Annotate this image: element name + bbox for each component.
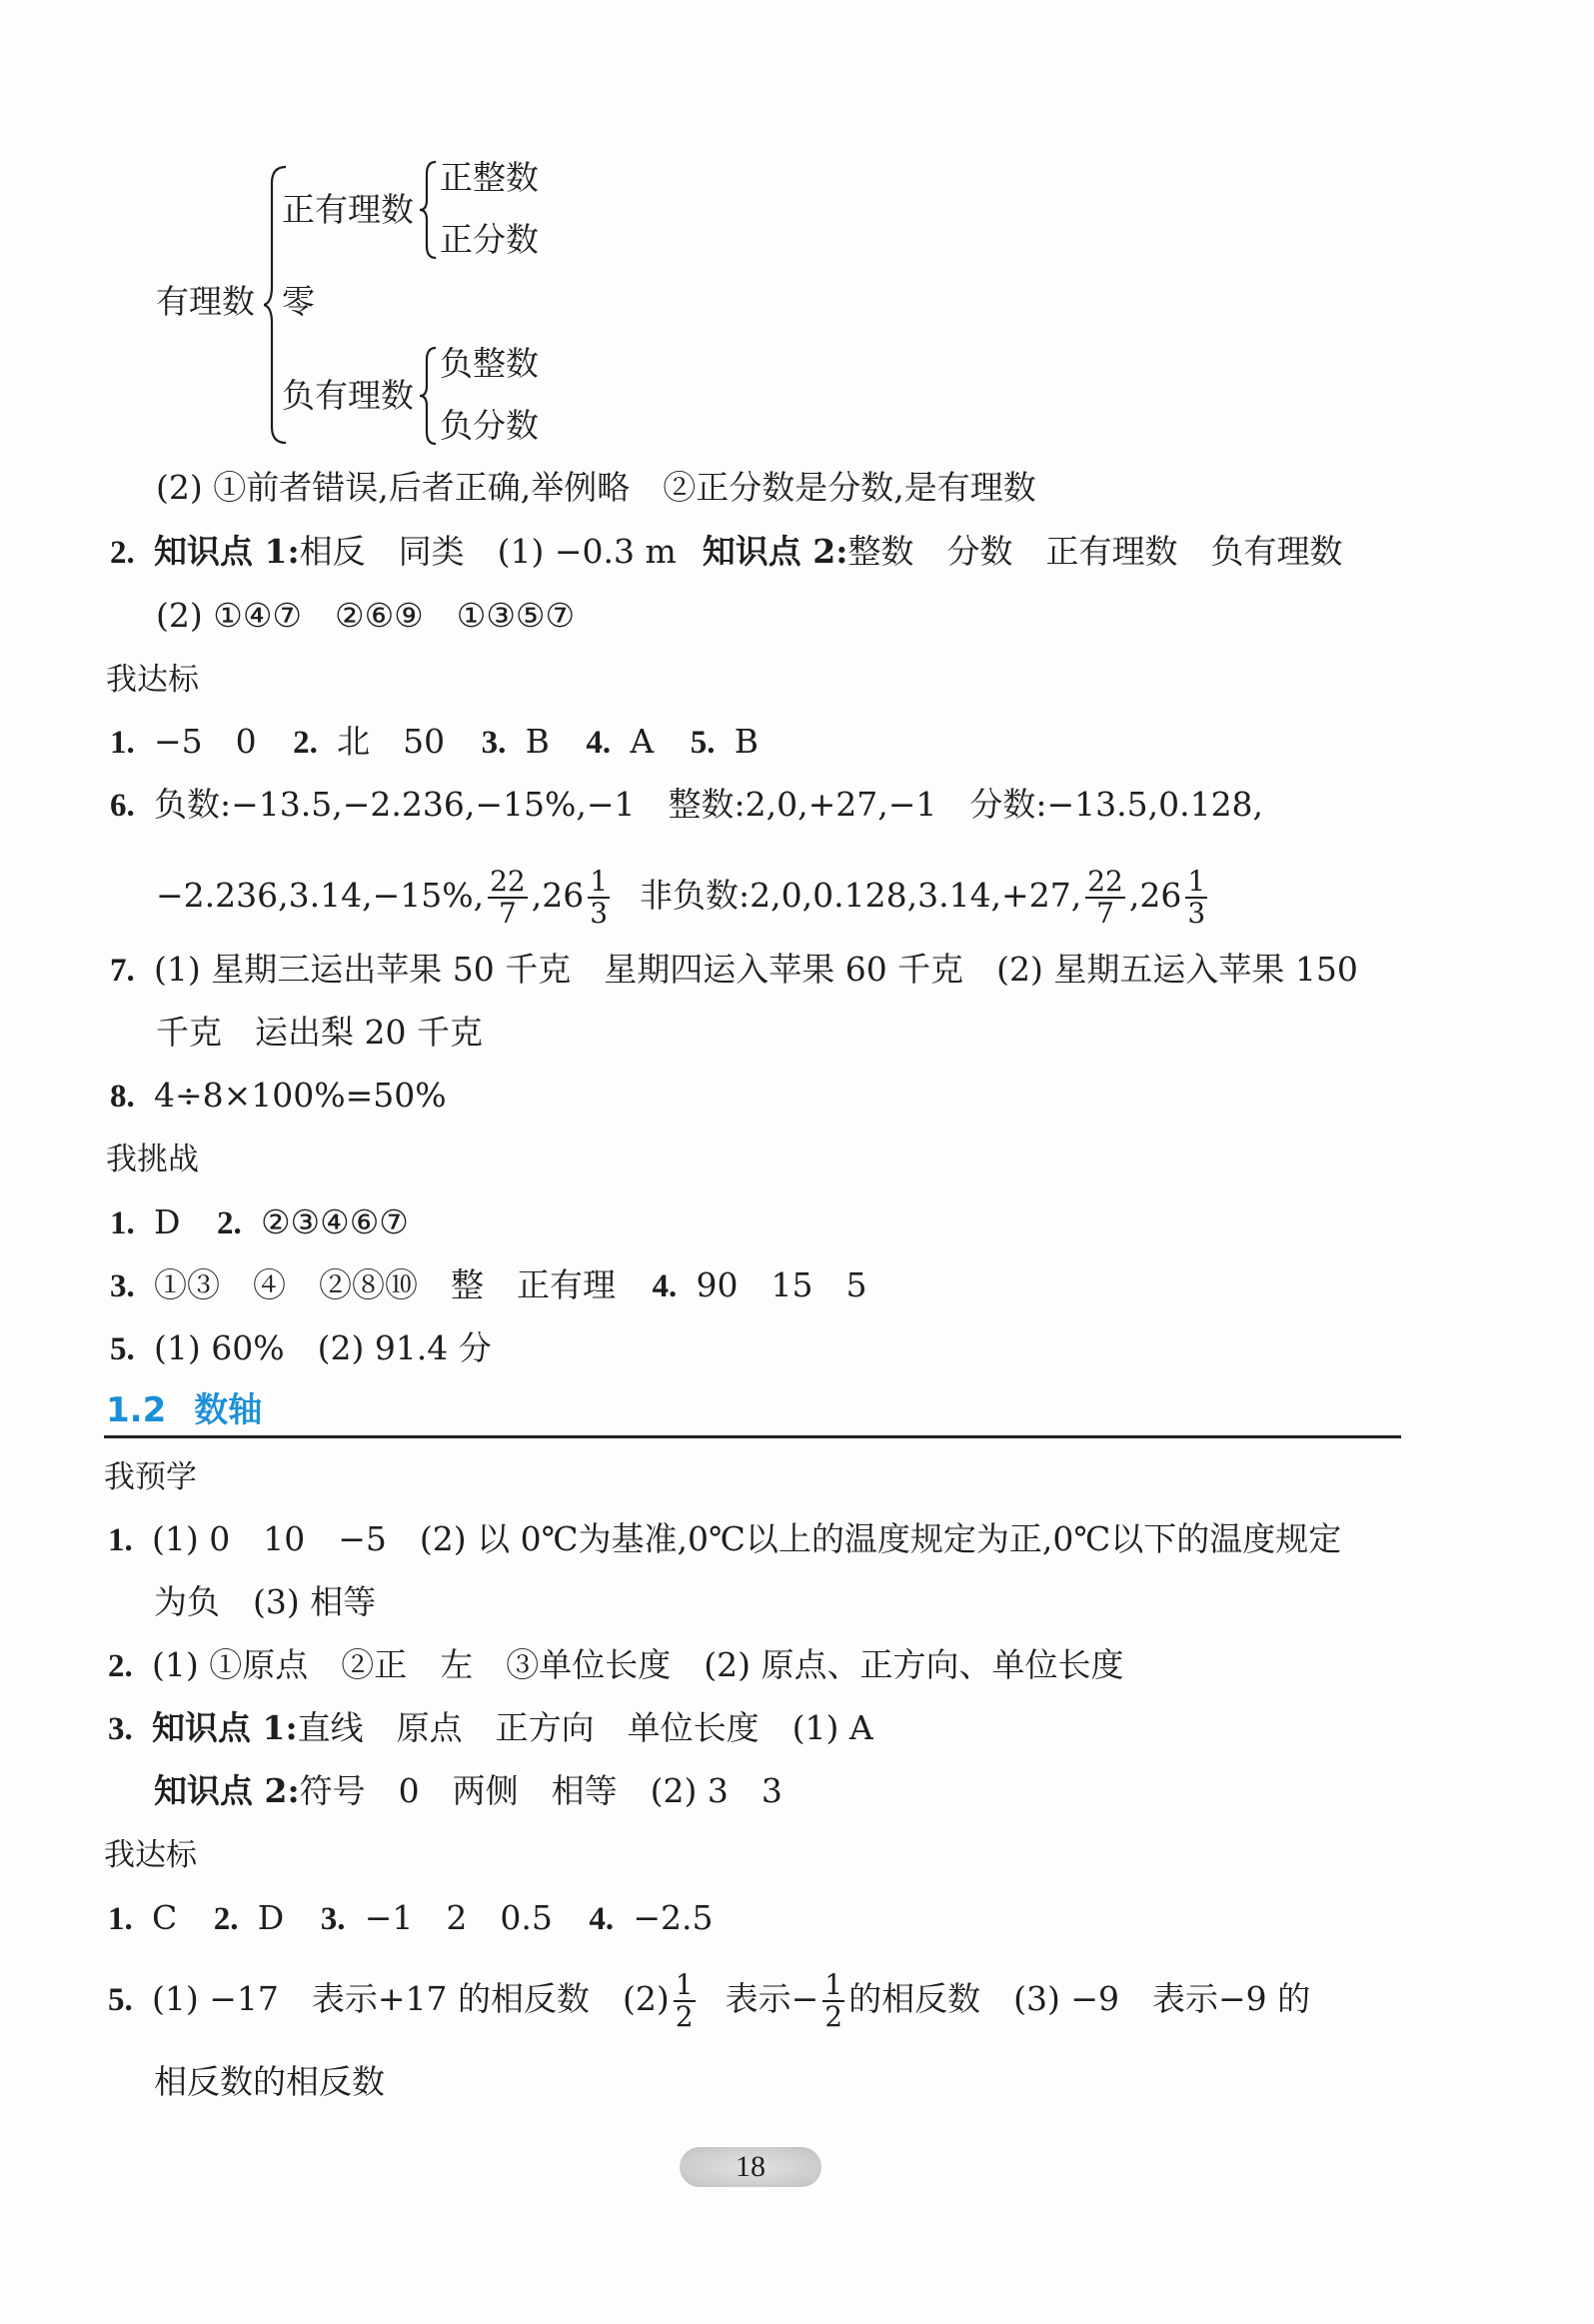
dabiao1-a5: B <box>734 722 760 761</box>
yuxue-q1-line1: 1. (1) 0 10 −5 (2) 以 0℃为基准,0℃以上的温度规定为正,0℃以下的温度规定 <box>108 1519 1342 1558</box>
heading-dabiao-1: 我达标 <box>106 662 199 698</box>
dabiao1-a4: A <box>630 722 655 761</box>
tiaozhan-line1: 1. D 2. ②③④⑥⑦ <box>110 1202 409 1241</box>
tiaozhan-line3: 5. (1) 60% (2) 91.4 分 <box>110 1328 492 1367</box>
tree-negative-brace <box>420 346 438 446</box>
fraction-1-2: $\frac{1}{2}$ <box>675 1968 694 2033</box>
dabiao1-q6-line1: 6. 负数:−13.5,−2.236,−15%,−1 整数:2,0,+27,−1 分数:−13.5,0.128, <box>110 785 1264 824</box>
heading-tiaozhan: 我挑战 <box>106 1142 199 1177</box>
q2-kp2-text: 整数 分数 正有理数 负有理数 <box>847 532 1343 571</box>
q2-kp1-label: 知识点 1: <box>154 532 300 571</box>
q2-kp1-text: 相反 同类 (1) −0.3 m <box>299 532 677 571</box>
tree-zero: 零 <box>282 282 315 321</box>
yuxue-q1-line2: 为负 (3) 相等 <box>154 1582 377 1621</box>
dabiao1-a2: 北 50 <box>337 722 446 761</box>
tiaozhan-line2: 3. ①③ ④ ②⑧⑩ 整 正有理 4. 90 15 5 <box>110 1265 867 1304</box>
yuxue-q3-line2: 知识点 2:符号 0 两侧 相等 (2) 3 3 <box>154 1771 783 1810</box>
q2-line1 <box>110 532 1342 573</box>
page-number: 18 <box>680 2147 821 2187</box>
q1-part2: (2) ①前者错误,后者正确,举例略 ②正分数是分数,是有理数 <box>156 468 1036 507</box>
fraction-1-2-b: $\frac{1}{2}$ <box>824 1968 843 2033</box>
section-title <box>106 1389 262 1431</box>
tree-root: 有理数 <box>156 282 255 321</box>
section-number: 1.2 <box>106 1390 167 1430</box>
heading-dabiao-2: 我达标 <box>104 1837 197 1873</box>
tree-neg-frac: 负分数 <box>440 406 539 445</box>
dabiao1-a1: −5 0 <box>154 722 257 761</box>
heading-yuxue: 我预学 <box>104 1459 197 1495</box>
tree-pos-int: 正整数 <box>440 158 539 197</box>
q2-kp2-label: 知识点 2: <box>702 532 848 571</box>
tree-neg-int: 负整数 <box>440 344 539 383</box>
fraction-22-7: $\frac{22}{7}$ <box>490 865 526 930</box>
dabiao2-line1: 1. C 2. D 3. −1 2 0.5 4. −2.5 <box>108 1898 714 1937</box>
tree-positive-brace <box>420 160 438 260</box>
section-name: 数轴 <box>194 1390 263 1430</box>
q2-num: 2. <box>110 535 135 571</box>
tree-pos-frac: 正分数 <box>440 220 539 259</box>
q2-line2: (2) ①④⑦ ②⑥⑨ ①③⑤⑦ <box>156 596 576 635</box>
fraction-22-7-b: $\frac{22}{7}$ <box>1087 865 1123 930</box>
dabiao1-q7-line1: 7. (1) 星期三运出苹果 50 千克 星期四运入苹果 60 千克 (2) 星期五运入苹果 150 <box>110 950 1358 989</box>
dabiao1-q6-line2: −2.236,3.14,−15%, $\frac{22}{7}$ ,26 $\frac{1}{3}$ 非负数:2,0,0.128,3.14,+27, $\frac{22}{7}$ ,26 $\frac{1}{3}$ <box>156 865 1206 930</box>
dabiao1-q7-line2: 千克 运出梨 20 千克 <box>156 1013 483 1052</box>
section-rule <box>104 1435 1401 1438</box>
dabiao1-q8: 8. 4÷8×100%=50% <box>110 1076 447 1115</box>
fraction-1-3-b: $\frac{1}{3}$ <box>1187 865 1206 930</box>
tree-positive: 正有理数 <box>282 190 414 229</box>
dabiao1-line1: 1. −5 0 2. 北 50 3. B 4. A 5. B <box>110 722 760 761</box>
dabiao2-q5-line2: 相反数的相反数 <box>154 2062 385 2101</box>
yuxue-q3-line1: 3. 知识点 1:直线 原点 正方向 单位长度 (1) A <box>108 1708 873 1747</box>
dabiao2-q5-line1: 5. (1) −17 表示+17 的相反数 (2) $\frac{1}{2}$ 表示− $\frac{1}{2}$ 的相反数 (3) −9 表示−9 的 <box>108 1968 1311 2033</box>
dabiao1-a3: B <box>525 722 550 761</box>
fraction-1-3: $\frac{1}{3}$ <box>590 865 609 930</box>
tree-negative: 负有理数 <box>282 376 414 415</box>
yuxue-q2: 2. (1) ①原点 ②正 左 ③单位长度 (2) 原点、正方向、单位长度 <box>108 1645 1124 1684</box>
